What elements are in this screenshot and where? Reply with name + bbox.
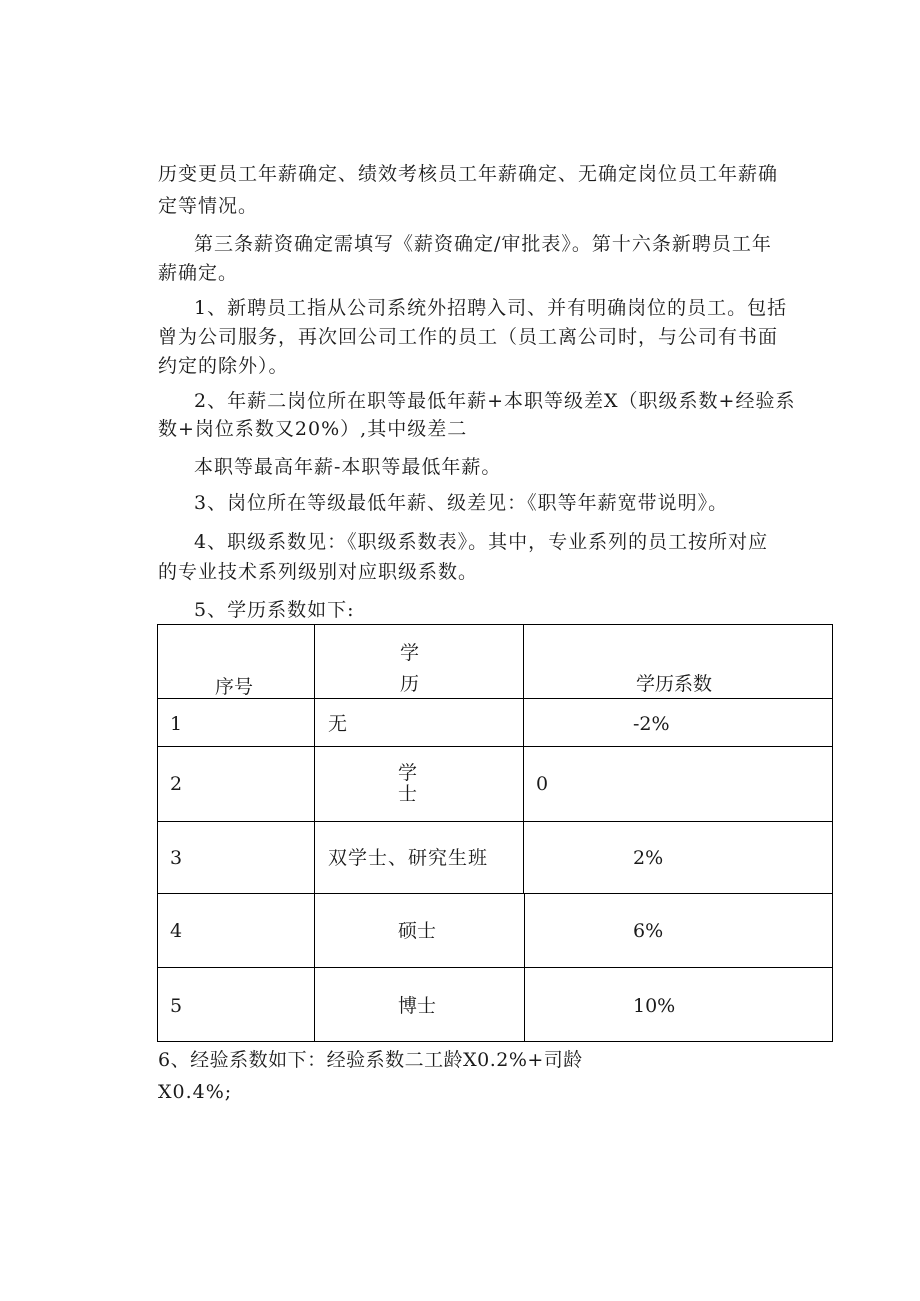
paragraph-line: 4、职级系数见：《职级系数表》。其中，专业系列的员工按所对应 — [194, 531, 769, 553]
paragraph-line: 5、学历系数如下: — [194, 599, 355, 621]
table-border — [157, 893, 833, 894]
table-header-education: 学 — [400, 642, 420, 664]
table-cell-education: 硕士 — [398, 920, 437, 942]
table-border — [314, 624, 315, 1042]
table-border — [157, 821, 833, 822]
table-cell-seq: 4 — [170, 920, 183, 942]
table-border — [157, 624, 833, 625]
paragraph-line: 历变更员工年薪确定、绩效考核员工年薪确定、无确定岗位员工年薪确 — [158, 163, 779, 185]
table-cell-seq: 2 — [170, 773, 183, 795]
paragraph-line: 曾为公司服务，再次回公司工作的员工（员工离公司时，与公司有书面 — [158, 326, 779, 348]
paragraph-line: 第三条薪资确定需填写《薪资确定/审批表》。第十六条新聘员工年 — [194, 233, 772, 255]
table-border — [157, 967, 833, 968]
table-header-education: 历 — [400, 673, 420, 695]
table-cell-education: 学 — [398, 762, 418, 784]
table-border — [157, 1041, 833, 1042]
paragraph-line: 1、新聘员工指从公司系统外招聘入司、并有明确岗位的员工。包括 — [194, 297, 788, 319]
table-header-coefficient: 学历系数 — [636, 673, 713, 695]
table-cell-seq: 3 — [170, 847, 183, 869]
paragraph-line: 的专业技术系列级别对应职级系数。 — [158, 561, 479, 583]
table-border — [157, 698, 833, 699]
paragraph-line: 3、岗位所在等级最低年薪、级差见：《职等年薪宽带说明》。 — [194, 492, 729, 514]
table-cell-coefficient: -2% — [633, 713, 670, 735]
table-header-seq: 序号 — [215, 676, 254, 698]
table-cell-coefficient: 2% — [633, 847, 664, 869]
table-border — [157, 624, 158, 1042]
table-border — [832, 624, 833, 1042]
table-cell-coefficient: 10% — [633, 995, 676, 1017]
table-cell-education: 双学士、研究生班 — [328, 847, 489, 869]
paragraph-line: X0.4%; — [158, 1081, 233, 1103]
paragraph-line: 2、年薪二岗位所在职等最低年薪+本职等级差X（职级系数+经验系 — [194, 390, 796, 412]
table-border — [523, 624, 524, 894]
table-cell-education: 士 — [398, 783, 418, 805]
paragraph-line: 薪确定。 — [158, 262, 239, 284]
table-cell-education: 博士 — [398, 995, 437, 1017]
table-border — [524, 893, 525, 1042]
paragraph-line: 本职等最高年薪-本职等最低年薪。 — [194, 456, 502, 478]
table-cell-seq: 5 — [170, 995, 183, 1017]
table-cell-seq: 1 — [170, 713, 183, 735]
paragraph-line: 6、经验系数如下：经验系数二工龄X0.2%+司龄 — [158, 1049, 583, 1071]
table-border — [157, 746, 833, 747]
table-cell-coefficient: 0 — [536, 773, 549, 795]
table-cell-coefficient: 6% — [633, 920, 664, 942]
paragraph-line: 定等情况。 — [158, 195, 259, 217]
paragraph-line: 数+岗位系数又20%）,其中级差二 — [158, 418, 468, 440]
paragraph-line: 约定的除外）。 — [158, 355, 289, 377]
table-cell-education: 无 — [328, 713, 348, 735]
